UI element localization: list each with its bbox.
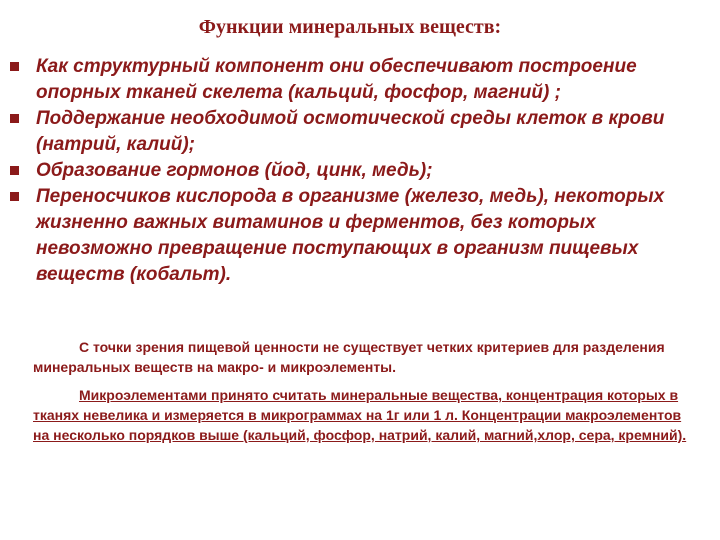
bullet-text: Поддержание необходимой осмотической среды клеток в крови (натрий, калий);: [36, 108, 665, 155]
square-bullet-icon: [10, 192, 19, 201]
bullet-text: Переносчиков кислорода в организме (железо, медь), некоторых жизненно важных витаминов и ферментов, без которых невозможно превращение поступающих в организм пищевых веществ (кобальт).: [36, 186, 665, 285]
microelements-definition-paragraph: Микроэлементами принято считать минеральные вещества, концентрация которых в тканях невелика и измеряется в микрограммах на 1г или 1 л. Концентрации макроэлементов на несколько порядков выше (кальций, фосфор, натрий, калий, магний,хлор, сера, кремний).: [33, 387, 687, 443]
list-item: [8, 106, 698, 158]
bullet-list: [8, 54, 698, 288]
bullet-text: Как структурный компонент они обеспечивают построение опорных тканей скелета (кальций, фосфор, магний) ;: [36, 56, 637, 103]
square-bullet-icon: [10, 62, 19, 71]
list-item: [8, 158, 698, 184]
nutrition-criteria-paragraph: С точки зрения пищевой ценности не существует четких критериев для разделения минеральных веществ на макро- и микроэлементы.: [33, 339, 665, 375]
square-bullet-icon: [10, 166, 19, 175]
square-bullet-icon: [10, 114, 19, 123]
bullet-text: Образование гормонов (йод, цинк, медь);: [36, 160, 433, 181]
list-item: [8, 54, 698, 106]
list-item: [8, 184, 698, 288]
slide-title: Функции минеральных веществ:: [198, 16, 502, 38]
